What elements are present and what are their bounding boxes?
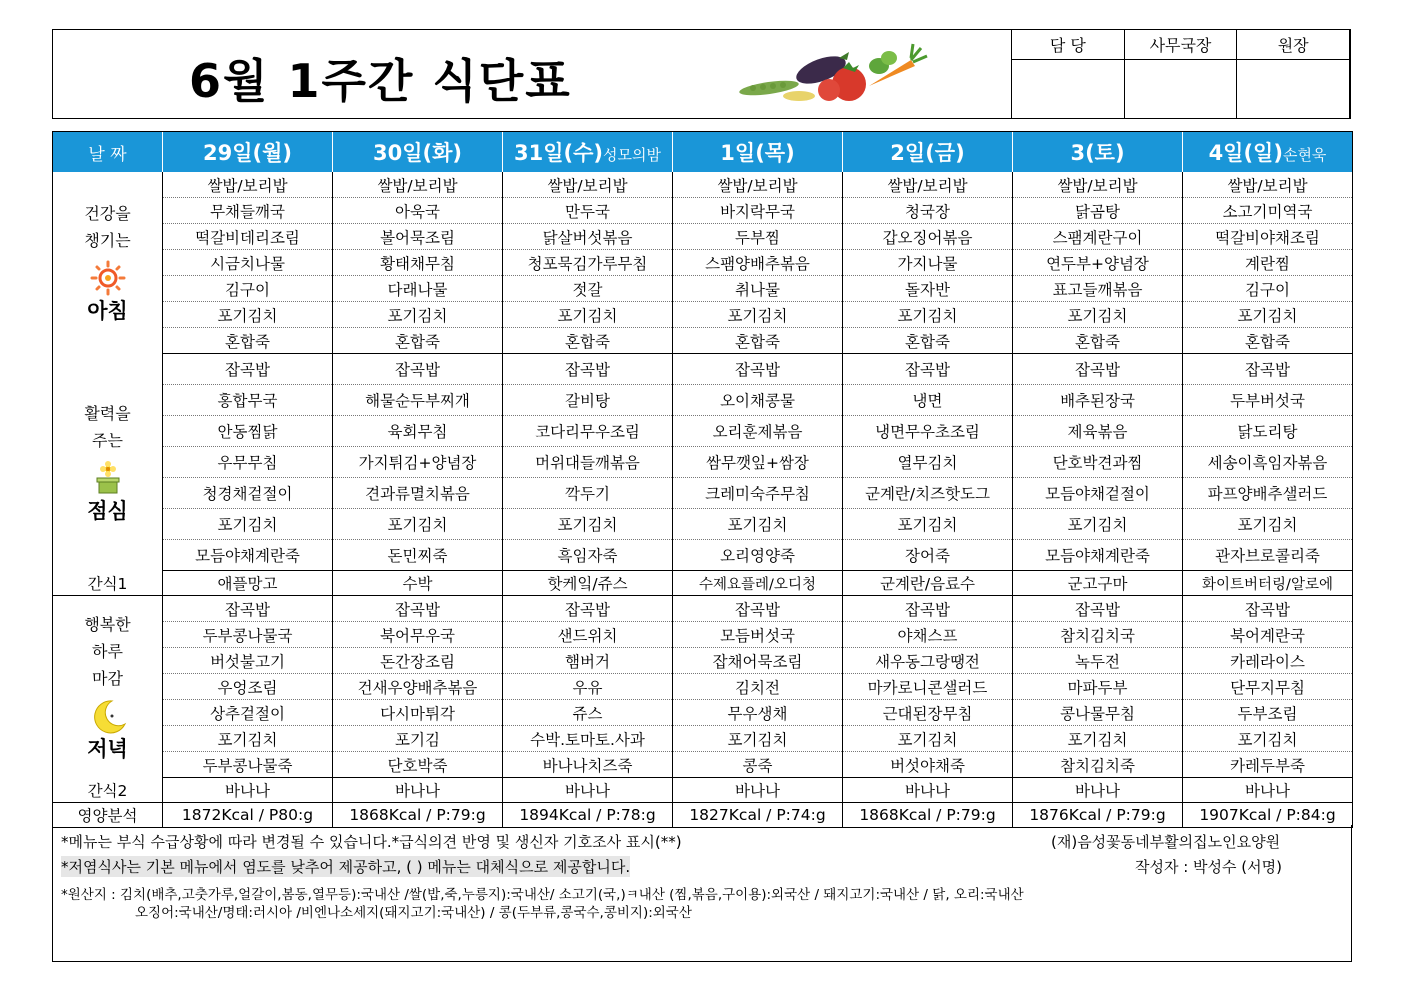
- breakfast-menu-item: 쌀밥/보리밥: [333, 172, 503, 198]
- lunch-menu-item: 포기김치: [1013, 509, 1183, 540]
- dinner-menu-item: 잡곡밥: [503, 596, 673, 622]
- nutrition-item: 1907Kcal / P:84:g: [1183, 803, 1353, 828]
- breakfast-menu-item: 쌀밥/보리밥: [673, 172, 843, 198]
- lunch-menu-item: 열무김치: [843, 447, 1013, 478]
- breakfast-menu-item: 취나물: [673, 276, 843, 302]
- lunch-menu-item: 제육볶음: [1013, 416, 1183, 447]
- dinner-menu-item: 포기김치: [163, 726, 333, 752]
- breakfast-menu-item: 닭살버섯볶음: [503, 224, 673, 250]
- nutrition-item: 1894Kcal / P:78:g: [503, 803, 673, 828]
- dinner-label-line: 행복한: [84, 614, 131, 634]
- dinner-menu-item: 무우생채: [673, 700, 843, 726]
- dinner-menu-item: 참치김치죽: [1013, 752, 1183, 778]
- breakfast-menu-item: 볼어묵조림: [333, 224, 503, 250]
- lunch-row: [53, 385, 1353, 416]
- dinner-menu-item: 우유: [503, 674, 673, 700]
- lunch-menu-item: 쌈무깻잎+쌈장: [673, 447, 843, 478]
- day-header-4: 2일(금): [843, 132, 1013, 173]
- lunch-menu-item: 포기김치: [843, 509, 1013, 540]
- lunch-menu-item: 돈민찌죽: [333, 540, 503, 571]
- dinner-menu-item: 포기김치: [673, 726, 843, 752]
- lunch-label-line: 주는: [92, 430, 123, 450]
- dinner-menu-item: 카레두부죽: [1183, 752, 1353, 778]
- dinner-menu-item: 돈간장조림: [333, 648, 503, 674]
- breakfast-menu-item: 포기김치: [1013, 302, 1183, 328]
- breakfast-row: [53, 172, 1353, 198]
- snack2-item: 바나나: [163, 778, 333, 803]
- snack1-row: [53, 571, 1353, 596]
- dinner-menu-item: 근대된장무침: [843, 700, 1013, 726]
- breakfast-menu-item: 혼합죽: [1183, 328, 1353, 354]
- note-menu-change: *메뉴는 부식 수급상황에 따라 변경될 수 있습니다.*급식의견 반영 및 생신자 기호조사 표시(**): [61, 833, 682, 851]
- breakfast-menu-item: 닭곰탕: [1013, 198, 1183, 224]
- snack1-item: 핫케잌/쥬스: [503, 571, 673, 596]
- snack2-item: 바나나: [333, 778, 503, 803]
- dinner-menu-item: 녹두전: [1013, 648, 1183, 674]
- snack2-row: [53, 778, 1353, 803]
- dinner-menu-item: 두부조림: [1183, 700, 1353, 726]
- lunch-menu-item: 오리훈제볶음: [673, 416, 843, 447]
- lunch-menu-item: 우무무침: [163, 447, 333, 478]
- snack2-item: 바나나: [1183, 778, 1353, 803]
- approval-label-director: 사무국장: [1124, 30, 1237, 60]
- dinner-menu-item: 포기김치: [1013, 726, 1183, 752]
- lunch-menu-item: 잡곡밥: [673, 354, 843, 385]
- dinner-menu-item: 잡곡밥: [673, 596, 843, 622]
- lunch-menu-item: 잡곡밥: [503, 354, 673, 385]
- snack1-item: 화이트버터링/알로에: [1183, 571, 1353, 596]
- breakfast-menu-item: 쌀밥/보리밥: [163, 172, 333, 198]
- lunch-menu-item: 청경채겉절이: [163, 478, 333, 509]
- snack1-item: 애플망고: [163, 571, 333, 596]
- dinner-row: [53, 700, 1353, 726]
- snack2-item: 바나나: [673, 778, 843, 803]
- day-header-5: 3(토): [1013, 132, 1183, 173]
- breakfast-label-line: 건강을: [84, 204, 131, 224]
- lunch-menu-item: 깍두기: [503, 478, 673, 509]
- snack2-label: 간식2: [53, 778, 163, 803]
- day-header-1: 30일(화): [333, 132, 503, 173]
- day-header-3: 1일(목): [673, 132, 843, 173]
- dinner-menu-item: 야채스프: [843, 622, 1013, 648]
- breakfast-row: [53, 276, 1353, 302]
- breakfast-menu-item: 시금치나물: [163, 250, 333, 276]
- dinner-menu-item: 모듬버섯국: [673, 622, 843, 648]
- lunch-menu-item: 모듬야채계란죽: [163, 540, 333, 571]
- dinner-menu-item: 북어계란국: [1183, 622, 1353, 648]
- breakfast-row: [53, 224, 1353, 250]
- lunch-menu-item: 갈비탕: [503, 385, 673, 416]
- lunch-row: [53, 509, 1353, 540]
- breakfast-menu-item: 돌자반: [843, 276, 1013, 302]
- dinner-menu-item: 잡곡밥: [843, 596, 1013, 622]
- lunch-menu-item: 잡곡밥: [1183, 354, 1353, 385]
- dinner-menu-item: 상추겉절이: [163, 700, 333, 726]
- snack2-item: 바나나: [1013, 778, 1183, 803]
- breakfast-menu-item: 아욱국: [333, 198, 503, 224]
- dinner-menu-item: 콩나물무침: [1013, 700, 1183, 726]
- breakfast-menu-item: 계란찜: [1183, 250, 1353, 276]
- dinner-menu-item: 우엉조림: [163, 674, 333, 700]
- breakfast-label-line: 챙기는: [84, 231, 131, 251]
- dinner-row: [53, 622, 1353, 648]
- dinner-menu-item: 단호박죽: [333, 752, 503, 778]
- breakfast-menu-item: 만두국: [503, 198, 673, 224]
- lunch-row: [53, 447, 1353, 478]
- dinner-menu-item: 마카로니콘샐러드: [843, 674, 1013, 700]
- snack2-item: 바나나: [843, 778, 1013, 803]
- breakfast-menu-item: 청국장: [843, 198, 1013, 224]
- breakfast-menu-item: 김구이: [1183, 276, 1353, 302]
- note-low-salt: *저염식사는 기본 메뉴에서 염도를 낮추어 제공하고, ( ) 메뉴는 대체식으로 제공합니다.: [61, 858, 631, 876]
- dinner-menu-item: 두부콩나물국: [163, 622, 333, 648]
- dinner-row: [53, 752, 1353, 778]
- dinner-caption: 저녁: [87, 736, 128, 761]
- snack2-item: 바나나: [503, 778, 673, 803]
- breakfast-menu-item: 쌀밥/보리밥: [1013, 172, 1183, 198]
- dinner-menu-item: 잡곡밥: [333, 596, 503, 622]
- menu-table: [52, 131, 1353, 828]
- lunch-row: [53, 354, 1353, 385]
- approval-box-head[interactable]: [1237, 60, 1350, 119]
- snack1-item: 군고구마: [1013, 571, 1183, 596]
- dinner-row: [53, 648, 1353, 674]
- dinner-menu-item: 다시마튀각: [333, 700, 503, 726]
- breakfast-menu-item: 스팸양배추볶음: [673, 250, 843, 276]
- lunch-menu-item: 견과류멸치볶음: [333, 478, 503, 509]
- lunch-menu-item: 두부버섯국: [1183, 385, 1353, 416]
- lunch-row: [53, 540, 1353, 571]
- nutrition-label: 영양분석: [53, 803, 163, 828]
- breakfast-menu-item: 소고기미역국: [1183, 198, 1353, 224]
- approval-label-manager: 담 당: [1012, 30, 1125, 60]
- lunch-menu-item: 모듬야채겉절이: [1013, 478, 1183, 509]
- breakfast-menu-item: 연두부+양념장: [1013, 250, 1183, 276]
- breakfast-caption: 아침: [87, 299, 128, 324]
- dinner-label: [53, 596, 163, 778]
- breakfast-menu-item: 떡갈비야채조림: [1183, 224, 1353, 250]
- lunch-menu-item: 모듬야채계란죽: [1013, 540, 1183, 571]
- breakfast-row: [53, 328, 1353, 354]
- breakfast-menu-item: 포기김치: [1183, 302, 1353, 328]
- lunch-menu-item: 장어죽: [843, 540, 1013, 571]
- snack1-item: 군계란/음료수: [843, 571, 1013, 596]
- dinner-menu-item: 포기김치: [1183, 726, 1353, 752]
- origin-line-1: *원산지 : 김치(배추,고춧가루,얼갈이,봄동,열무등):국내산 /쌀(밥,죽,누릉지):국내산/ 소고기(국,)ㅋ내산 (찜,볶음,구이용):외국산 / 돼지고기:국내산 / 닭, 오리:국내산: [61, 887, 1024, 903]
- lunch-menu-item: 관자브로콜리죽: [1183, 540, 1353, 571]
- dinner-row: [53, 726, 1353, 752]
- dinner-menu-item: 포기김치: [843, 726, 1013, 752]
- lunch-menu-item: 포기김치: [333, 509, 503, 540]
- dinner-menu-item: 햄버거: [503, 648, 673, 674]
- header-box: [52, 29, 1351, 119]
- lunch-menu-item: 오리영양죽: [673, 540, 843, 571]
- breakfast-menu-item: 포기김치: [843, 302, 1013, 328]
- breakfast-menu-item: 혼합죽: [673, 328, 843, 354]
- day-header-6: 4일(일)손현욱: [1183, 132, 1353, 173]
- breakfast-menu-item: 젓갈: [503, 276, 673, 302]
- lunch-menu-item: 단호박견과찜: [1013, 447, 1183, 478]
- lunch-menu-item: 잡곡밥: [843, 354, 1013, 385]
- dinner-menu-item: 바나나치즈죽: [503, 752, 673, 778]
- lunch-menu-item: 포기김치: [1183, 509, 1353, 540]
- dinner-label-line: 마감: [92, 668, 123, 688]
- flower-pot-icon: [88, 460, 128, 496]
- breakfast-menu-item: 혼합죽: [503, 328, 673, 354]
- day-header-2: 31일(수)성모의밤: [503, 132, 673, 173]
- lunch-menu-item: 홍합무국: [163, 385, 333, 416]
- breakfast-menu-item: 혼합죽: [333, 328, 503, 354]
- dinner-menu-item: 건새우양배추볶음: [333, 674, 503, 700]
- nutrition-item: 1868Kcal / P:79:g: [843, 803, 1013, 828]
- nutrition-item: 1876Kcal / P:79:g: [1013, 803, 1183, 828]
- breakfast-menu-item: 혼합죽: [843, 328, 1013, 354]
- lunch-menu-item: 잡곡밥: [333, 354, 503, 385]
- breakfast-menu-item: 황태채무침: [333, 250, 503, 276]
- lunch-menu-item: 포기김치: [503, 509, 673, 540]
- snack1-item: 수제요플레/오디청: [673, 571, 843, 596]
- lunch-menu-item: 닭도리탕: [1183, 416, 1353, 447]
- lunch-menu-item: 세송이흑임자볶음: [1183, 447, 1353, 478]
- lunch-menu-item: 냉면무우초조림: [843, 416, 1013, 447]
- dinner-menu-item: 버섯야채죽: [843, 752, 1013, 778]
- notes-box: [52, 825, 1352, 962]
- breakfast-menu-item: 두부찜: [673, 224, 843, 250]
- breakfast-menu-item: 포기김치: [503, 302, 673, 328]
- dinner-menu-item: 포기김: [333, 726, 503, 752]
- breakfast-menu-item: 가지나물: [843, 250, 1013, 276]
- dinner-menu-item: 북어무우국: [333, 622, 503, 648]
- breakfast-menu-item: 혼합죽: [163, 328, 333, 354]
- nutrition-item: 1872Kcal / P80:g: [163, 803, 333, 828]
- breakfast-menu-item: 쌀밥/보리밥: [843, 172, 1013, 198]
- dinner-menu-item: 버섯불고기: [163, 648, 333, 674]
- dinner-menu-item: 잡곡밥: [1013, 596, 1183, 622]
- nutrition-item: 1868Kcal / P:79:g: [333, 803, 503, 828]
- lunch-menu-item: 군계란/치즈핫도그: [843, 478, 1013, 509]
- lunch-menu-item: 포기김치: [163, 509, 333, 540]
- lunch-caption: 점심: [87, 498, 128, 523]
- lunch-row: [53, 478, 1353, 509]
- breakfast-menu-item: 포기김치: [163, 302, 333, 328]
- dinner-menu-item: 단무지무침: [1183, 674, 1353, 700]
- dinner-menu-item: 참치김치국: [1013, 622, 1183, 648]
- date-header: 날 짜: [53, 132, 163, 173]
- lunch-menu-item: 오이채콩물: [673, 385, 843, 416]
- breakfast-menu-item: 포기김치: [673, 302, 843, 328]
- lunch-menu-item: 가지튀김+양념장: [333, 447, 503, 478]
- lunch-label: [53, 354, 163, 571]
- dinner-menu-item: 쥬스: [503, 700, 673, 726]
- lunch-menu-item: 배추된장국: [1013, 385, 1183, 416]
- breakfast-menu-item: 바지락무국: [673, 198, 843, 224]
- dinner-row: [53, 596, 1353, 622]
- breakfast-menu-item: 갑오징어볶음: [843, 224, 1013, 250]
- dinner-menu-item: 콩죽: [673, 752, 843, 778]
- vegetables-illustration: [729, 40, 954, 106]
- breakfast-menu-item: 쌀밥/보리밥: [1183, 172, 1353, 198]
- page-title: 6월 1주간 식단표: [189, 54, 572, 108]
- breakfast-row: [53, 250, 1353, 276]
- breakfast-menu-item: 떡갈비데리조림: [163, 224, 333, 250]
- dinner-menu-item: 샌드위치: [503, 622, 673, 648]
- lunch-menu-item: 잡곡밥: [163, 354, 333, 385]
- dinner-menu-item: 카레라이스: [1183, 648, 1353, 674]
- dinner-menu-item: 두부콩나물죽: [163, 752, 333, 778]
- lunch-menu-item: 흑임자죽: [503, 540, 673, 571]
- lunch-row: [53, 416, 1353, 447]
- author-line: 작성자 : 박성수 (서명): [1135, 858, 1282, 876]
- lunch-menu-item: 크레미숙주무침: [673, 478, 843, 509]
- approval-box-director[interactable]: [1124, 60, 1237, 119]
- dinner-label-line: 하루: [92, 641, 123, 661]
- breakfast-menu-item: 포기김치: [333, 302, 503, 328]
- snack1-item: 수박: [333, 571, 503, 596]
- lunch-menu-item: 머위대들깨볶음: [503, 447, 673, 478]
- dinner-menu-item: 마파두부: [1013, 674, 1183, 700]
- breakfast-menu-item: 김구이: [163, 276, 333, 302]
- lunch-menu-item: 파프양배추샐러드: [1183, 478, 1353, 509]
- origin-line-2: 오징어:국내산/명태:러시아 /비엔나소세지(돼지고기:국내산) / 콩(두부류,콩국수,콩비지):외국산: [135, 905, 692, 921]
- lunch-menu-item: 잡곡밥: [1013, 354, 1183, 385]
- approval-label-head: 원장: [1237, 30, 1350, 60]
- organization-name: (재)음성꽃동네부활의집노인요양원: [1051, 833, 1281, 851]
- breakfast-menu-item: 다래나물: [333, 276, 503, 302]
- dinner-menu-item: 잡곡밥: [163, 596, 333, 622]
- breakfast-row: [53, 302, 1353, 328]
- breakfast-row: [53, 198, 1353, 224]
- lunch-menu-item: 코다리무우조림: [503, 416, 673, 447]
- dinner-menu-item: 수박.토마토.사과: [503, 726, 673, 752]
- dinner-row: [53, 674, 1353, 700]
- lunch-menu-item: 냉면: [843, 385, 1013, 416]
- lunch-label-line: 활력을: [84, 403, 131, 423]
- approval-box-manager[interactable]: [1012, 60, 1125, 119]
- lunch-menu-item: 포기김치: [673, 509, 843, 540]
- sun-icon: [88, 260, 128, 296]
- breakfast-menu-item: 표고들깨볶음: [1013, 276, 1183, 302]
- breakfast-menu-item: 스팸계란구이: [1013, 224, 1183, 250]
- dinner-menu-item: 김치전: [673, 674, 843, 700]
- breakfast-menu-item: 청포묵김가루무침: [503, 250, 673, 276]
- approval-table: [1011, 29, 1350, 119]
- moon-icon: [88, 698, 128, 734]
- lunch-menu-item: 안동찜닭: [163, 416, 333, 447]
- dinner-menu-item: 잡채어묵조림: [673, 648, 843, 674]
- day-header-0: 29일(월): [163, 132, 333, 173]
- lunch-menu-item: 해물순두부찌개: [333, 385, 503, 416]
- snack1-label: 간식1: [53, 571, 163, 596]
- lunch-menu-item: 육회무침: [333, 416, 503, 447]
- nutrition-row: [53, 803, 1353, 828]
- dinner-menu-item: 새우동그랑땡전: [843, 648, 1013, 674]
- nutrition-item: 1827Kcal / P:74:g: [673, 803, 843, 828]
- breakfast-label: [53, 172, 163, 354]
- breakfast-menu-item: 혼합죽: [1013, 328, 1183, 354]
- dinner-menu-item: 잡곡밥: [1183, 596, 1353, 622]
- breakfast-menu-item: 무채들깨국: [163, 198, 333, 224]
- breakfast-menu-item: 쌀밥/보리밥: [503, 172, 673, 198]
